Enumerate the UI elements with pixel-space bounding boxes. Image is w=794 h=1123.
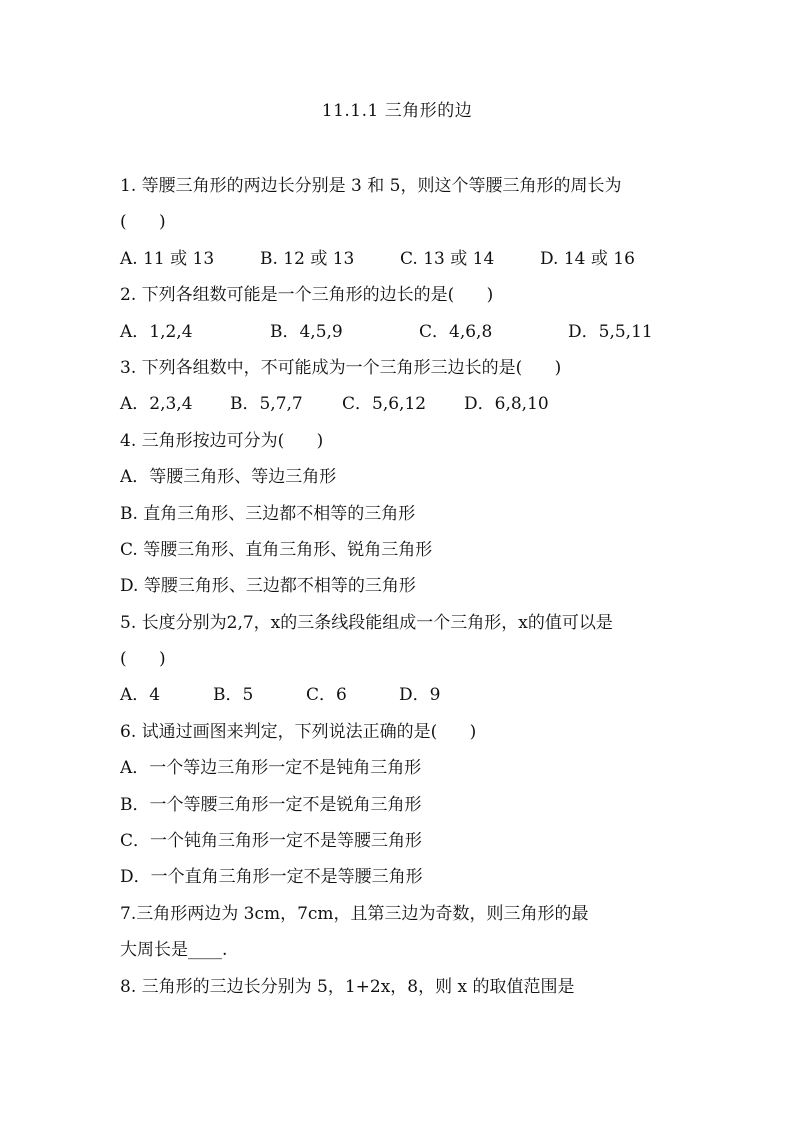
q1-options (120, 241, 680, 277)
q4-stem: 4. 三角形按边可分为( ) (120, 430, 324, 451)
q8-stem-line-1: 8. 三角形的三边长分别为 5，1+2x，8，则 x 的取值范围是 (120, 976, 575, 997)
q4-option-d: D. 等腰三角形、三边都不相等的三角形 (120, 576, 416, 597)
q6-stem: 6. 试通过画图来判定，下列说法正确的是( ) (120, 721, 477, 742)
q3-option-c: C．5,6,12 (342, 394, 427, 415)
q1-option-d: D. 14 或 16 (540, 248, 635, 269)
q6-option-d: D．一个直角三角形一定不是等腰三角形 (120, 867, 423, 888)
q7-stem-line-1: 7.三角形两边为 3cm，7cm，且第三边为奇数，则三角形的最 (120, 903, 589, 924)
q3-options (120, 386, 680, 422)
q6-option-b: B．一个等腰三角形一定不是锐角三角形 (120, 794, 422, 815)
q4-option-c: C. 等腰三角形、直角三角形、锐角三角形 (120, 539, 433, 560)
q5-option-d: D．9 (399, 685, 441, 706)
q4-option-a: A．等腰三角形、等边三角形 (120, 467, 337, 488)
q6-option-c: C．一个钝角三角形一定不是等腰三角形 (120, 831, 423, 852)
q5-stem-line-2: ( ) (120, 649, 166, 670)
q1-option-c: C. 13 或 14 (400, 248, 495, 269)
q3-option-a: A．2,3,4 (120, 394, 193, 415)
q5-option-a: A．4 (120, 685, 161, 706)
q5-option-c: C．6 (306, 685, 347, 706)
q5-option-b: B．5 (213, 685, 254, 706)
q6-option-a: A．一个等边三角形一定不是钝角三角形 (120, 758, 422, 779)
q2-option-c: C．4,6,8 (419, 321, 493, 342)
q5-stem-line-1: 5. 长度分别为2,7，x的三条线段能组成一个三角形，x的值可以是 (120, 612, 613, 633)
q2-option-d: D．5,5,11 (568, 321, 653, 342)
q1-option-a: A. 11 或 13 (120, 248, 215, 269)
q1-option-b: B. 12 或 13 (260, 248, 355, 269)
q2-options (120, 314, 680, 350)
q7-stem-line-2: 大周长是____. (120, 940, 228, 961)
page-title: 11.1.1 三角形的边 (321, 101, 473, 121)
q2-stem: 2. 下列各组数可能是一个三角形的边长的是( ) (120, 285, 494, 306)
q2-option-b: B．4,5,9 (270, 321, 343, 342)
q3-stem: 3. 下列各组数中，不可能成为一个三角形三边长的是( ) (120, 357, 562, 378)
q4-option-b: B. 直角三角形、三边都不相等的三角形 (120, 503, 416, 524)
q1-stem-line-2: ( ) (120, 212, 166, 233)
q1-stem-line-1: 1. 等腰三角形的两边长分别是 3 和 5，则这个等腰三角形的周长为 (120, 176, 622, 196)
q5-options (120, 677, 680, 713)
question-list (120, 168, 680, 1005)
q2-option-a: A．1,2,4 (120, 321, 193, 342)
q3-option-b: B．5,7,7 (230, 394, 303, 415)
q3-option-d: D．6,8,10 (464, 394, 549, 415)
